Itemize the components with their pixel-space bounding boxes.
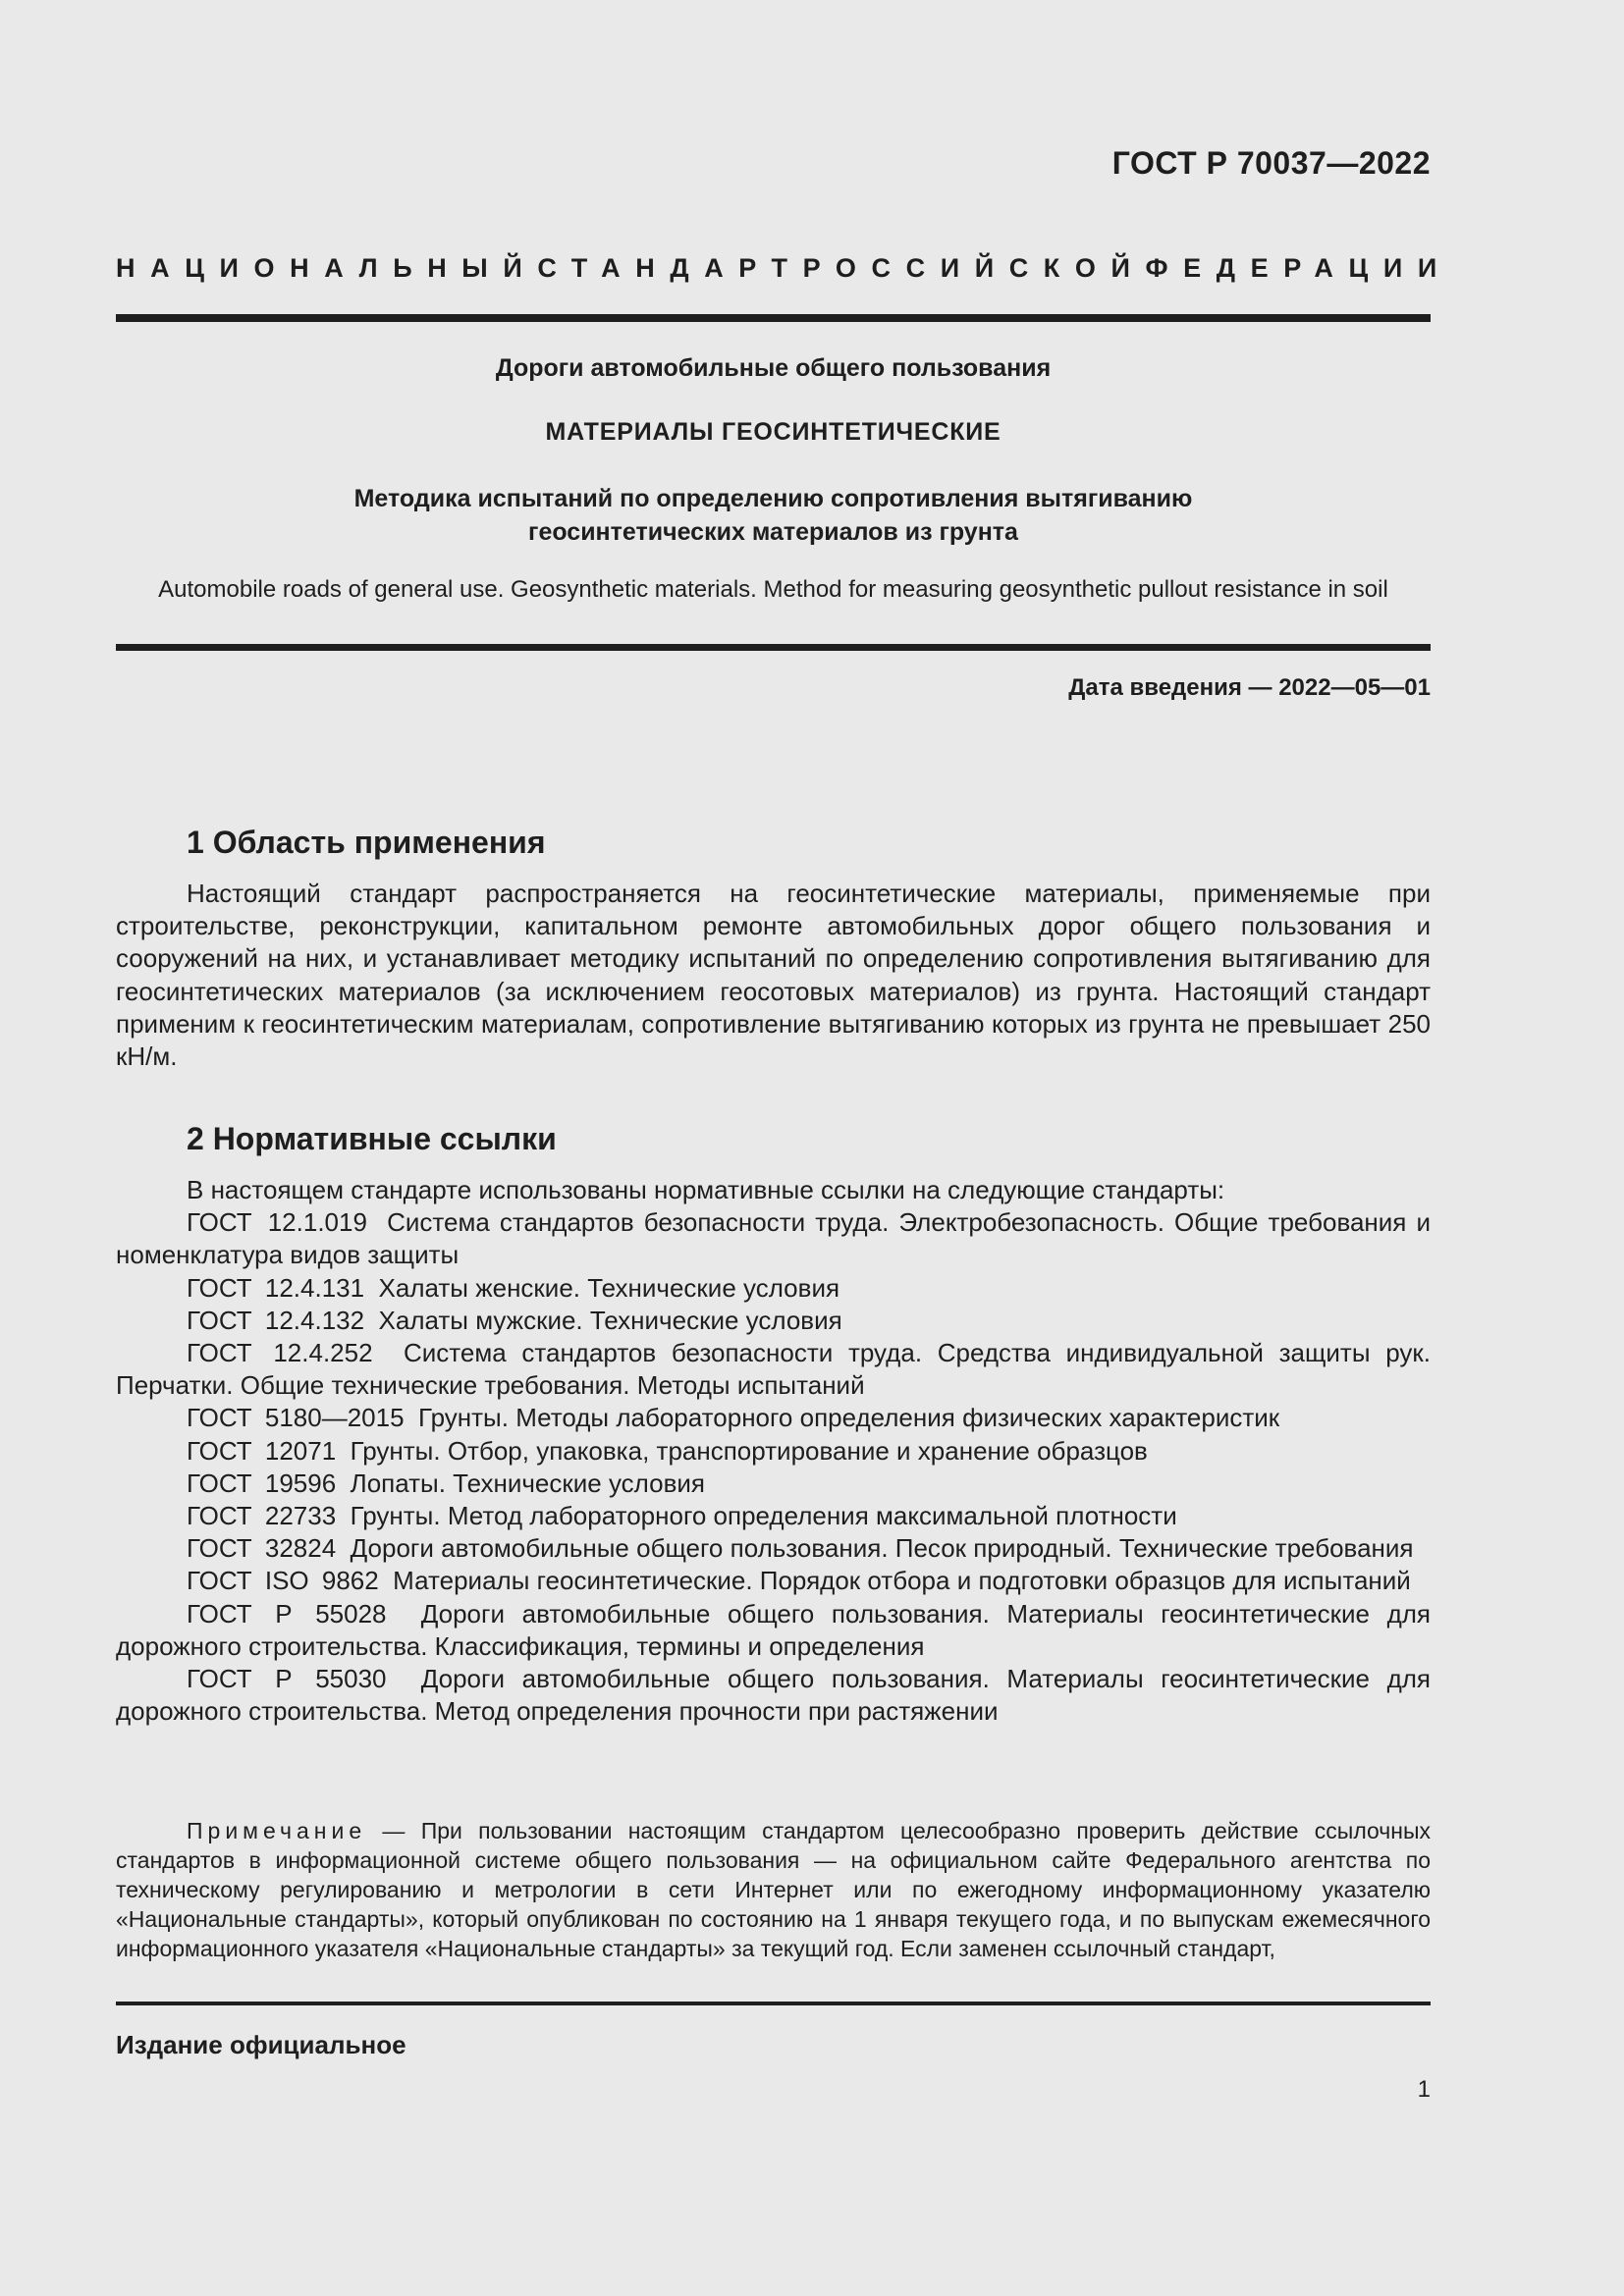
section-title: 1 Область применения — [187, 825, 546, 860]
section-scope — [116, 823, 1431, 1073]
reference-item — [116, 1206, 1431, 1271]
reference-code: ГОСТ 12.4.131 — [187, 1272, 365, 1303]
reference-item — [116, 1337, 1431, 1402]
reference-code: ГОСТ 12.1.019 — [187, 1207, 367, 1238]
reference-code: ГОСТ 12.4.252 — [187, 1338, 373, 1368]
references-list — [116, 1174, 1431, 1728]
introduction-date: Дата введения — 2022—05—01 — [1068, 674, 1431, 701]
reference-title: Грунты. Метод лабораторного определения максимальной плотности — [350, 1501, 1177, 1531]
footer-divider — [116, 2002, 1431, 2005]
page-number: 1 — [1417, 2076, 1431, 2103]
banner-word: СТАНДАРТ — [537, 253, 803, 283]
reference-code: ГОСТ Р 55028 — [187, 1598, 387, 1629]
reference-code: ГОСТ 22733 — [187, 1501, 337, 1531]
section-normative-references — [116, 1119, 1431, 1728]
title-line-3 — [116, 482, 1431, 549]
reference-item — [116, 1663, 1431, 1728]
reference-title: Материалы геосинтетические. Порядок отбора и подготовки образцов для испытаний — [393, 1566, 1411, 1596]
note-label: Примечание — [187, 1818, 367, 1843]
reference-code: ГОСТ 32824 — [187, 1533, 337, 1564]
title-line-2: МАТЕРИАЛЫ ГЕОСИНТЕТИЧЕСКИЕ — [545, 418, 1001, 446]
reference-title: Грунты. Методы лабораторного определения физических характеристик — [418, 1403, 1280, 1433]
reference-item — [116, 1532, 1431, 1565]
reference-item — [116, 1598, 1431, 1663]
english-title: Automobile roads of general use. Geosynthetic materials. Method for measuring geosynthetic pullout resistance in soil — [158, 576, 1388, 603]
reference-item — [116, 1435, 1431, 1468]
banner-word: ФЕДЕРАЦИИ — [1145, 253, 1452, 283]
reference-title: Дороги автомобильные общего пользования. Материалы геосинтетические для дорожного строительства. Метод определения прочности при растяжении — [116, 1664, 1431, 1727]
reference-item — [116, 1272, 1431, 1305]
references-intro: В настоящем стандарте использованы нормативные ссылки на следующие стандарты: — [187, 1175, 1225, 1204]
reference-code: ГОСТ 12071 — [187, 1435, 337, 1466]
official-edition-label: Издание официальное — [116, 2030, 406, 2059]
reference-title: Система стандартов безопасности труда. Электробезопасность. Общие требования и номенклатура видов защиты — [116, 1207, 1431, 1270]
note-text: — При пользовании настоящим стандартом целесообразно проверить действие ссылочных стандартов в информационной системе общего пользования — на официальном сайте Федерального агентства по техническому регулированию и метрологии в сети Интернет или по ежегодному информационному указателю «Национальные стандарты», который опубликован по состоянию на 1 января текущего года, и по выпускам ежемесячного информационного указателя «Национальные стандарты» за текущий год. Если заменен ссылочный стандарт, — [116, 1818, 1432, 1961]
title-line-1: Дороги автомобильные общего пользования — [495, 354, 1052, 382]
reference-title: Халаты мужские. Технические условия — [378, 1305, 842, 1335]
reference-item — [116, 1305, 1431, 1337]
reference-code: ГОСТ 19596 — [187, 1468, 337, 1498]
reference-code: ГОСТ 5180—2015 — [187, 1403, 405, 1433]
reference-code: ГОСТ Р 55030 — [187, 1664, 387, 1694]
note-paragraph — [116, 1816, 1431, 1963]
reference-title: Дороги автомобильные общего пользования. Песок природный. Технические требования — [350, 1533, 1414, 1564]
section-paragraph: Настоящий стандарт распространяется на геосинтетические материалы, применяемые при строительстве, реконструкции, капитальном ремонте автомобильных дорог общего пользования и сооружений на них, и устанавливает методику испытаний по определению сопротивления вытягиванию для геосинтетических материалов (за исключением геосотовых материалов) из грунта. Настоящий стандарт применим к геосинтетическим материалам, сопротивление вытягиванию которых из грунта не превышает 250 кН/м. — [116, 879, 1431, 1072]
reference-item — [116, 1500, 1431, 1532]
reference-code: ГОСТ ISO 9862 — [187, 1566, 379, 1596]
title-divider — [116, 644, 1431, 651]
title-line-3b: геосинтетических материалов из грунта — [528, 518, 1018, 546]
top-divider — [116, 314, 1431, 322]
reference-title: Грунты. Отбор, упаковка, транспортирование и хранение образцов — [350, 1435, 1148, 1466]
national-standard-banner — [116, 253, 1452, 284]
reference-item — [116, 1468, 1431, 1500]
reference-title: Система стандартов безопасности труда. Средства индивидуальной защиты рук. Перчатки. Общие технические требования. Методы испытаний — [116, 1338, 1431, 1401]
standard-designation: ГОСТ Р 70037—2022 — [1111, 145, 1431, 181]
banner-word: РОССИЙСКОЙ — [802, 253, 1146, 283]
reference-title: Халаты женские. Технические условия — [378, 1272, 840, 1303]
reference-title: Лопаты. Технические условия — [350, 1468, 705, 1498]
reference-title: Дороги автомобильные общего пользования. Материалы геосинтетические для дорожного строительства. Классификация, термины и определения — [116, 1598, 1431, 1661]
reference-item — [116, 1565, 1431, 1597]
reference-code: ГОСТ 12.4.132 — [187, 1305, 365, 1335]
banner-word: НАЦИОНАЛЬНЫЙ — [116, 253, 538, 283]
section-title: 2 Нормативные ссылки — [187, 1121, 557, 1156]
title-line-3a: Методика испытаний по определению сопротивления вытягиванию — [353, 485, 1193, 512]
reference-item — [116, 1402, 1431, 1434]
